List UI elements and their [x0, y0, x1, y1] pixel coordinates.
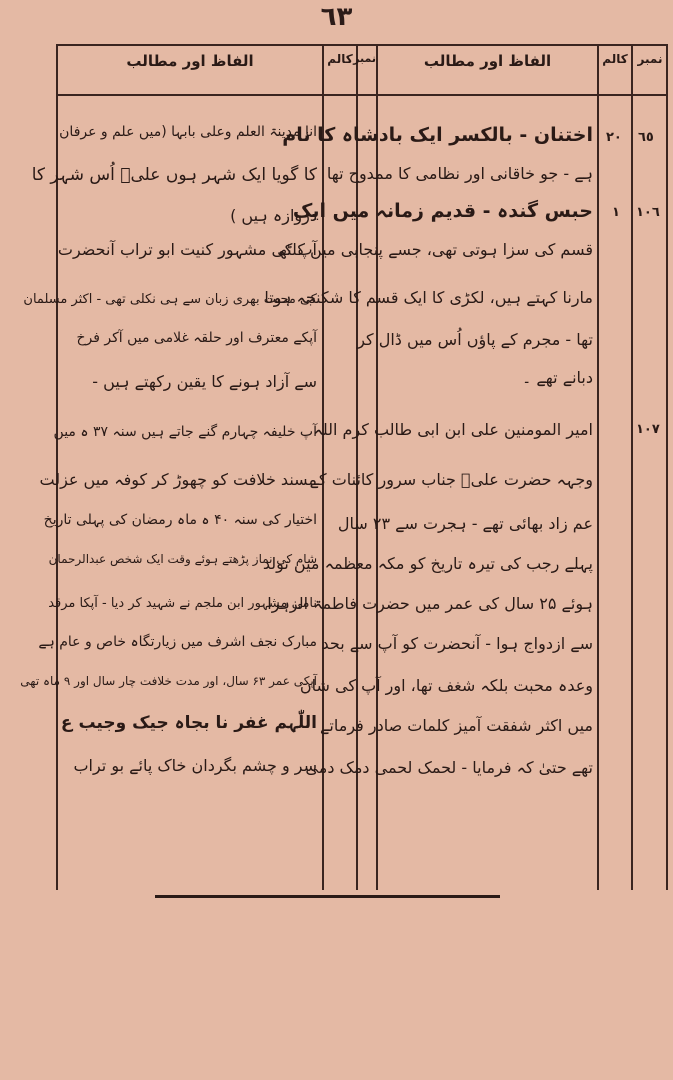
left-line: سر و چشم بگردان خاک پائے بو تراب [73, 756, 317, 775]
right-line: تھے حتیٰ کہ فرمایا - لحمک لحمی دمک دمی [305, 758, 593, 777]
entry-number: ١٠٦ [636, 205, 660, 220]
left-line: آپکی عمر ۶۳ سال، اور مدت خلافت چار سال اور ۹ ماہ تھی [20, 674, 317, 688]
left-line: کا گویا ایک شہر ہوں علیؑ اُس شہر کا [31, 165, 317, 185]
right-line: تھا - مجرم کے پاؤں اُس میں ڈال کر [357, 330, 593, 349]
entry-number: ٦٥ [638, 130, 654, 145]
header-divider [56, 94, 668, 96]
table-top-border [56, 44, 668, 46]
left-line: مبارک نجف اشرف میں زیارتگاہ خاص و عام ہے [38, 634, 317, 650]
left-line: آپ خلیفہ چہارم گنے جاتے ہیں سنہ ۳۷ ہ میں [53, 424, 317, 440]
right-header-meanings: الفاظ اور مطالب [423, 52, 552, 70]
left-line: آپکے معترف اور حلقہ غلامی میں آکر فرخ [76, 330, 317, 346]
left-line: اختیار کی سنہ ۴۰ ہ ماہ رمضان کی پہلی تاریخ [43, 512, 317, 528]
left-line: کی محبت بھری زبان سے ہی نکلی تھی - اکثر مسلمان [23, 292, 317, 307]
right-line: ہے - جو خاقانی اور نظامی کا ممدوح تھا [326, 164, 593, 183]
right-line: وجہہ حضرت علیؑ جناب سرور کائنات کے [309, 470, 593, 489]
page-number: ٦٣ [320, 2, 353, 32]
right-line: وعدہ محبت بلکہ شغف تھا، اور آپ کی شان [299, 676, 593, 695]
right-entry-divider [631, 44, 633, 890]
column-number: ٢٠ [606, 130, 622, 145]
bottom-rule [155, 895, 500, 898]
right-header-column: کالم [602, 52, 628, 66]
left-header-column: کالم [327, 52, 353, 66]
right-line: مارنا کہتے ہیں، لکڑی کا ایک قسم کا شکنجہ ہوتا [264, 288, 593, 307]
right-line: دبانے تھے ۔ [521, 368, 593, 387]
left-line: شام کی نماز پڑھتے ہوئے وقت ایک شخص عبدالرحمان [48, 552, 317, 566]
left-line: دروازہ ہیں ) [230, 206, 317, 225]
right-line: قسم کی سزا ہوتی تھی، جسے پنجابی میں کلٹھ [277, 240, 593, 259]
left-line: سے آزاد ہونے کا یقین رکھتے ہیں - [92, 372, 317, 391]
left-line: مسند خلافت کو چھوڑ کر کوفہ میں عزلت [39, 470, 317, 489]
left-header-entry-no: نمبر [353, 52, 376, 65]
right-edge [666, 44, 668, 890]
right-line: اختنان - بالکسر ایک بادشاہ کا نام [282, 124, 593, 146]
right-line: ہوئے ۲۵ سال کی عمر میں حضرت فاطمۃ الزہرا [267, 594, 593, 613]
left-line: اللّٰہم غفر نا بجاہ جیک وجیب ع [60, 713, 317, 733]
right-line: سے ازدواج ہوا - آنحضرت کو آپ سے بحد [321, 634, 593, 653]
column-number: ١ [612, 205, 620, 220]
left-line: نامی مشہور ابن ملجم نے شہید کر دیا - آپکا مرقد [48, 596, 317, 611]
left-header-meanings: الفاظ اور مطالب [126, 52, 254, 70]
entry-number: ١٠٧ [636, 422, 660, 437]
right-line: امیر المومنین علی ابن ابی طالب کرم اللہ [313, 420, 593, 439]
right-col-divider [597, 44, 599, 890]
right-line: پہلے رجب کی تیرہ تاریخ کو مکہ معظمہ میں تولد [262, 554, 593, 573]
left-line: انا مدینۃ العلم وعلی بابہا (میں علم و عرفان [59, 124, 317, 140]
right-line: عم زاد بھائی تھے - ہجرت سے ۲۳ سال [337, 514, 593, 533]
left-line: آپ کی مشہور کنیت ابو تراب آنحضرت [57, 240, 317, 259]
right-header-entry-no: نمبر [637, 52, 663, 66]
right-line: حبس گندہ - قدیم زمانہ میں ایک [292, 200, 593, 222]
right-line: میں اکثر شفقت آمیز کلمات صادر فرماتے [320, 716, 593, 735]
